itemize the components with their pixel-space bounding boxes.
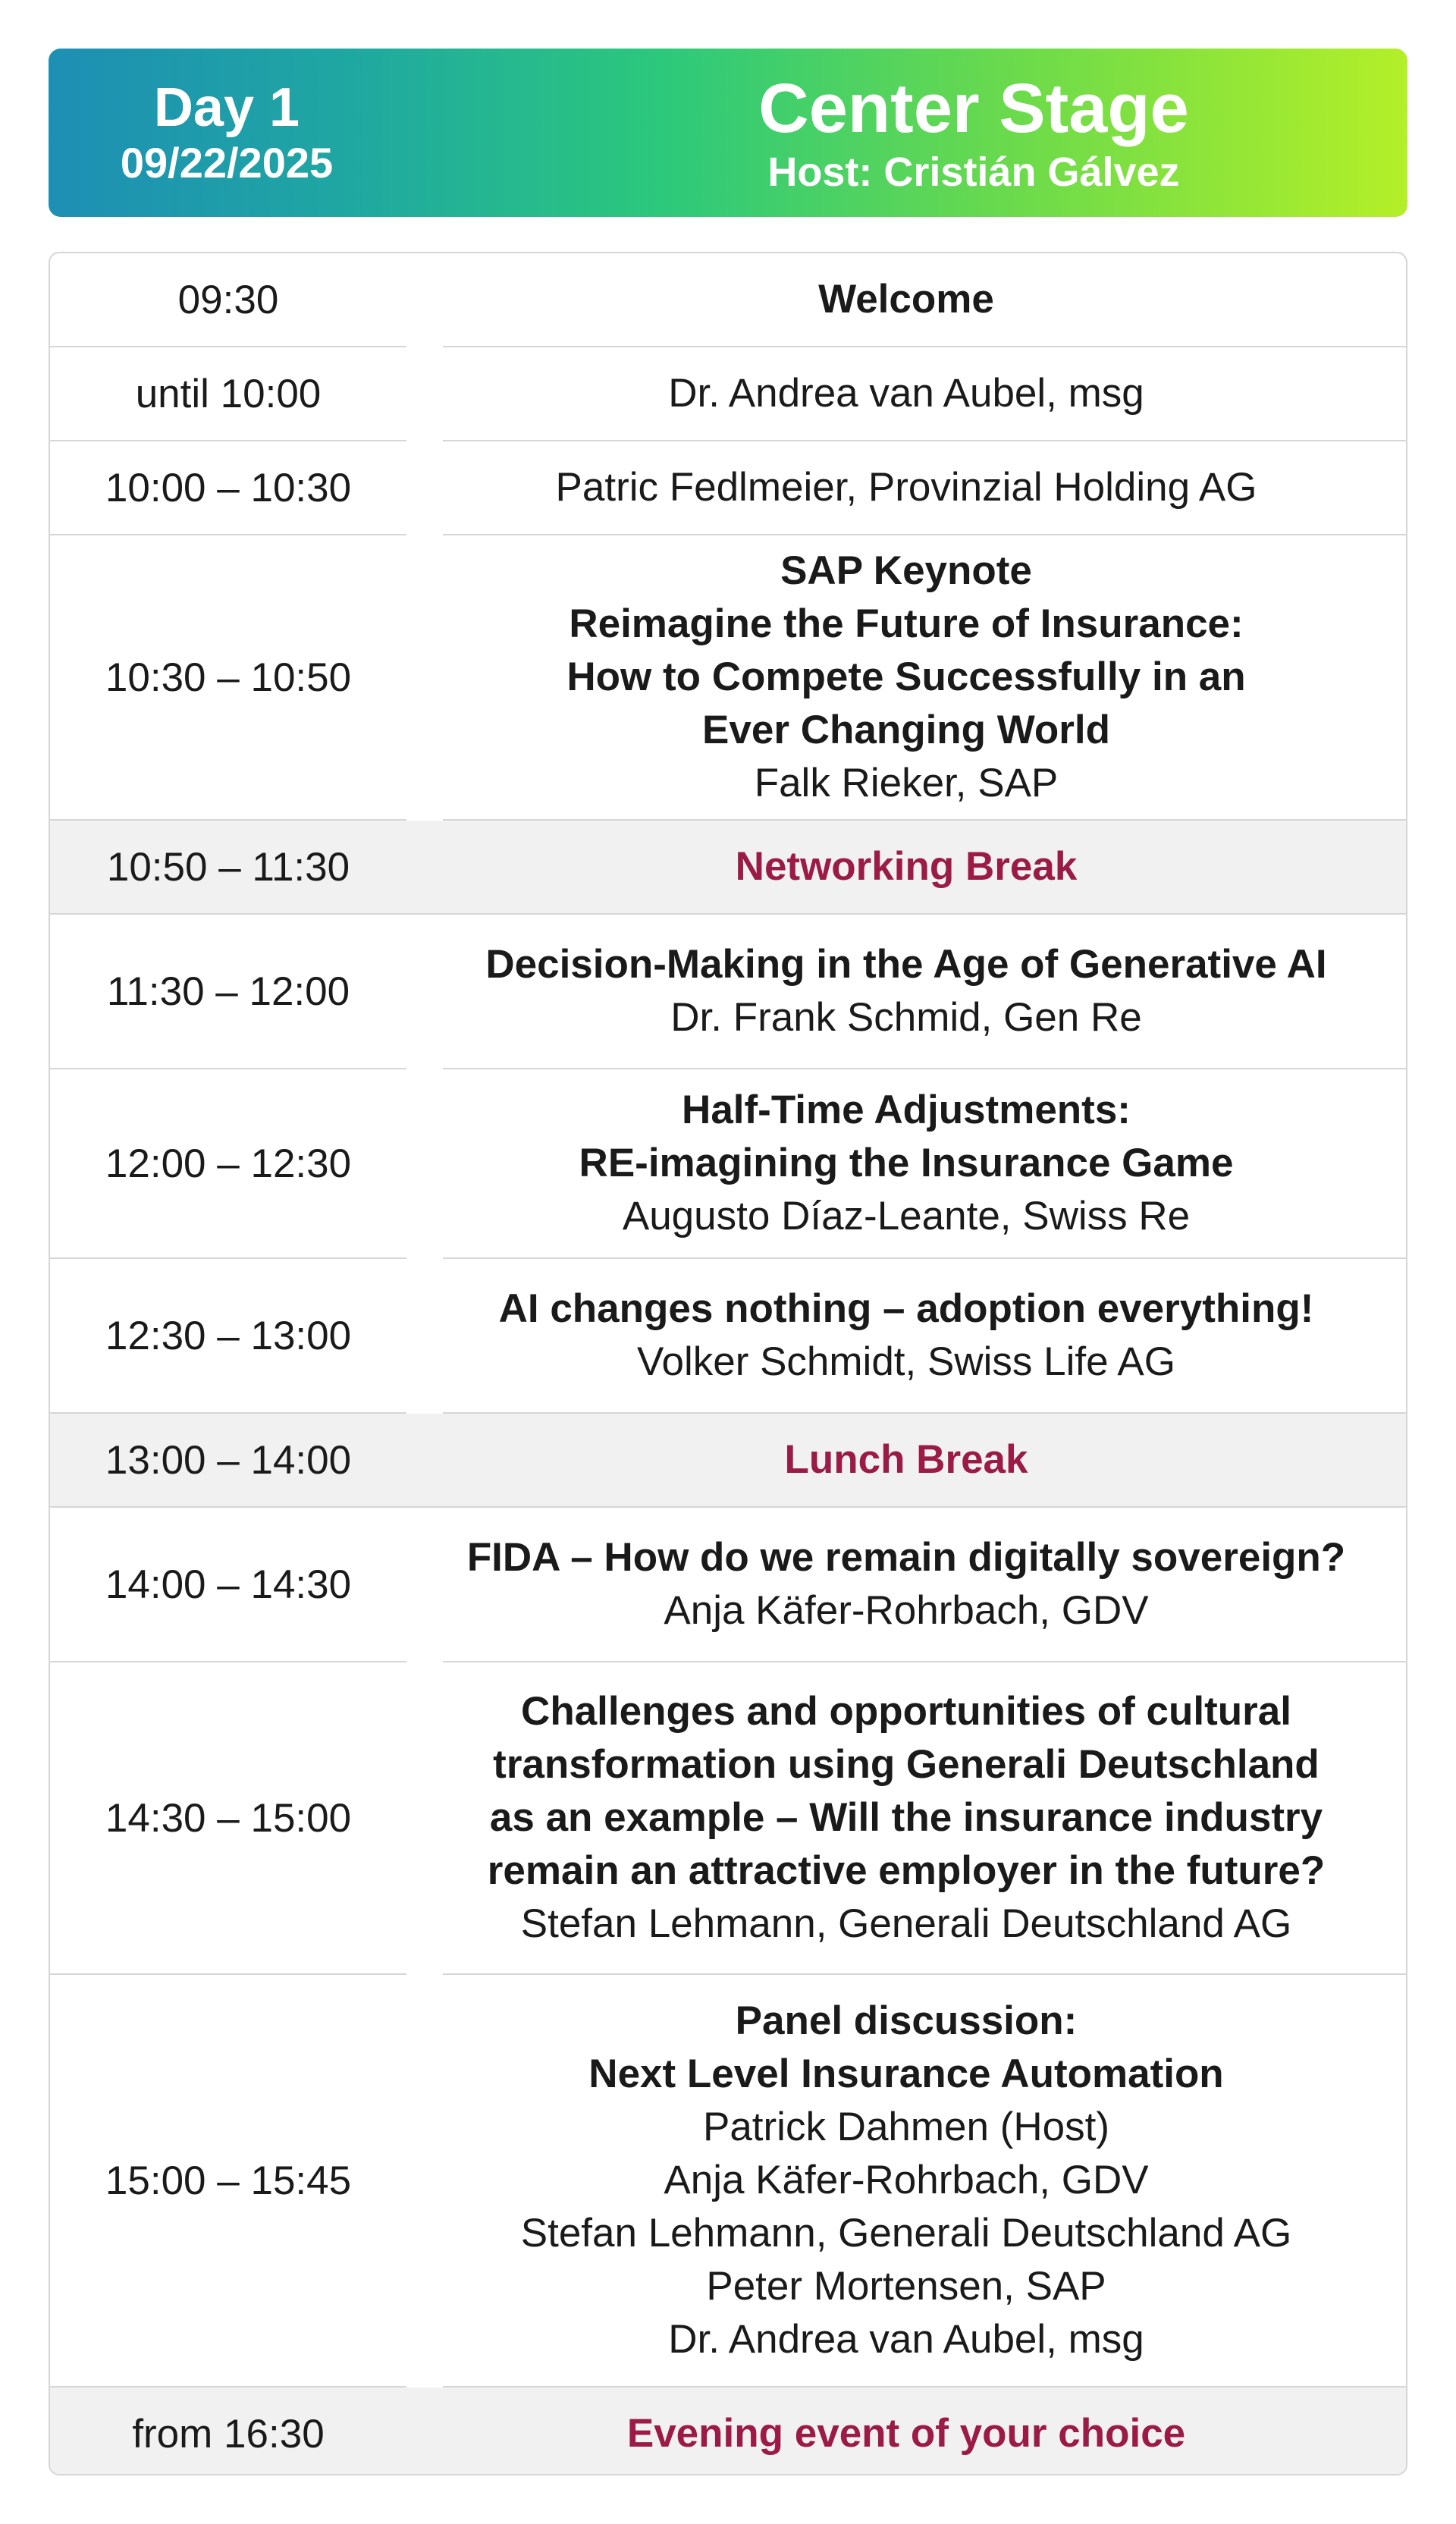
time-slot: 11:30 – 12:00: [106, 968, 350, 1014]
speaker-line: Dr. Andrea van Aubel, msg: [668, 371, 1144, 416]
time-slot: 09:30: [177, 277, 279, 322]
speaker-line: Anja Käfer-Rohrbach, GDV: [664, 1588, 1149, 1633]
session-content: [406, 1508, 1406, 1661]
session-content: [406, 1975, 1406, 2386]
speaker-line: Peter Mortensen, SAP: [706, 2264, 1106, 2309]
schedule-row: [50, 1975, 1406, 2387]
session-content: [406, 1414, 1406, 1506]
speaker-line: Falk Rieker, SAP: [754, 761, 1059, 805]
schedule-row: [50, 1508, 1406, 1662]
schedule-row: [50, 347, 1406, 441]
session-title-line: Half-Time Adjustments:: [682, 1088, 1131, 1132]
time-slot: 10:00 – 10:30: [105, 465, 352, 510]
schedule-break-row: [50, 1414, 1406, 1508]
speaker-line: Anja Käfer-Rohrbach, GDV: [664, 2158, 1149, 2202]
schedule-break-row: [50, 2387, 1406, 2475]
session-content: [406, 535, 1406, 819]
session-content: [406, 2387, 1406, 2475]
session-content: [406, 821, 1406, 913]
time-slot: 12:00 – 12:30: [105, 1141, 352, 1186]
day-label: Day 1: [153, 77, 300, 138]
session-title-line: transformation using Generali Deutschland: [493, 1742, 1320, 1787]
session-title-line: Ever Changing World: [702, 708, 1110, 752]
stage-title: Center Stage: [758, 70, 1189, 147]
session-title-line: How to Compete Successfully in an: [566, 655, 1246, 699]
session-title-line: Challenges and opportunities of cultural: [521, 1689, 1291, 1734]
speaker-line: Stefan Lehmann, Generali Deutschland AG: [520, 2211, 1292, 2256]
session-title-line: AI changes nothing – adoption everything!: [498, 1286, 1314, 1331]
session-title-line: Reimagine the Future of Insurance:: [569, 601, 1244, 646]
speaker-line: Patrick Dahmen (Host): [702, 2105, 1110, 2149]
time-slot: 14:00 – 14:30: [105, 1562, 352, 1607]
session-title-line: SAP Keynote: [780, 548, 1032, 593]
session-title-line: FIDA – How do we remain digitally sovereign?: [466, 1535, 1346, 1580]
break-title: Evening event of your choice: [626, 2411, 1186, 2456]
stage-host: Host: Cristián Gálvez: [767, 149, 1180, 195]
schedule-row: [50, 1662, 1406, 1975]
session-content: [406, 1259, 1406, 1412]
time-slot: 10:50 – 11:30: [106, 844, 350, 890]
session-content: [406, 915, 1406, 1068]
speaker-line: Patric Fedlmeier, Provinzial Holding AG: [555, 465, 1257, 510]
time-slot: from 16:30: [132, 2411, 325, 2457]
time-slot: 15:00 – 15:45: [105, 2158, 352, 2203]
session-content: [406, 347, 1406, 440]
schedule-row: [50, 1069, 1406, 1259]
speaker-line: Dr. Frank Schmid, Gen Re: [670, 995, 1142, 1040]
speaker-line: Stefan Lehmann, Generali Deutschland AG: [520, 1901, 1292, 1946]
schedule-row: [50, 253, 1406, 347]
speaker-line: Volker Schmidt, Swiss Life AG: [637, 1339, 1175, 1384]
day-block: [49, 49, 405, 217]
break-title: Lunch Break: [784, 1437, 1028, 1482]
day-header-banner: [49, 49, 1407, 217]
session-title-line: as an example – Will the insurance industry: [489, 1795, 1323, 1840]
schedule-table: [49, 252, 1407, 2475]
time-slot: 12:30 – 13:00: [105, 1313, 352, 1358]
session-title-line: Welcome: [818, 277, 994, 322]
break-title: Networking Break: [735, 844, 1078, 889]
time-slot: 10:30 – 10:50: [105, 655, 352, 700]
session-content: [406, 1662, 1406, 1973]
speaker-line: Dr. Andrea van Aubel, msg: [668, 2317, 1144, 2362]
session-content: [406, 1069, 1406, 1257]
schedule-row: [50, 915, 1406, 1069]
schedule-row: [50, 1259, 1406, 1414]
session-content: [406, 253, 1406, 346]
session-title-line: remain an attractive employer in the future?: [487, 1848, 1326, 1893]
stage-block: [443, 49, 1407, 217]
session-title-line: Panel discussion:: [735, 1998, 1078, 2043]
time-slot: 13:00 – 14:00: [105, 1437, 352, 1483]
time-slot: 14:30 – 15:00: [105, 1795, 352, 1841]
schedule-row: [50, 441, 1406, 535]
schedule-row: [50, 535, 1406, 821]
day-date: 09/22/2025: [120, 139, 334, 187]
time-slot: until 10:00: [135, 371, 322, 416]
schedule-break-row: [50, 821, 1406, 915]
session-content: [406, 441, 1406, 534]
session-title-line: RE-imagining the Insurance Game: [579, 1141, 1234, 1185]
speaker-line: Augusto Díaz-Leante, Swiss Re: [622, 1194, 1191, 1238]
session-title-line: Next Level Insurance Automation: [588, 2052, 1224, 2096]
session-title-line: Decision-Making in the Age of Generative AI: [485, 942, 1327, 987]
